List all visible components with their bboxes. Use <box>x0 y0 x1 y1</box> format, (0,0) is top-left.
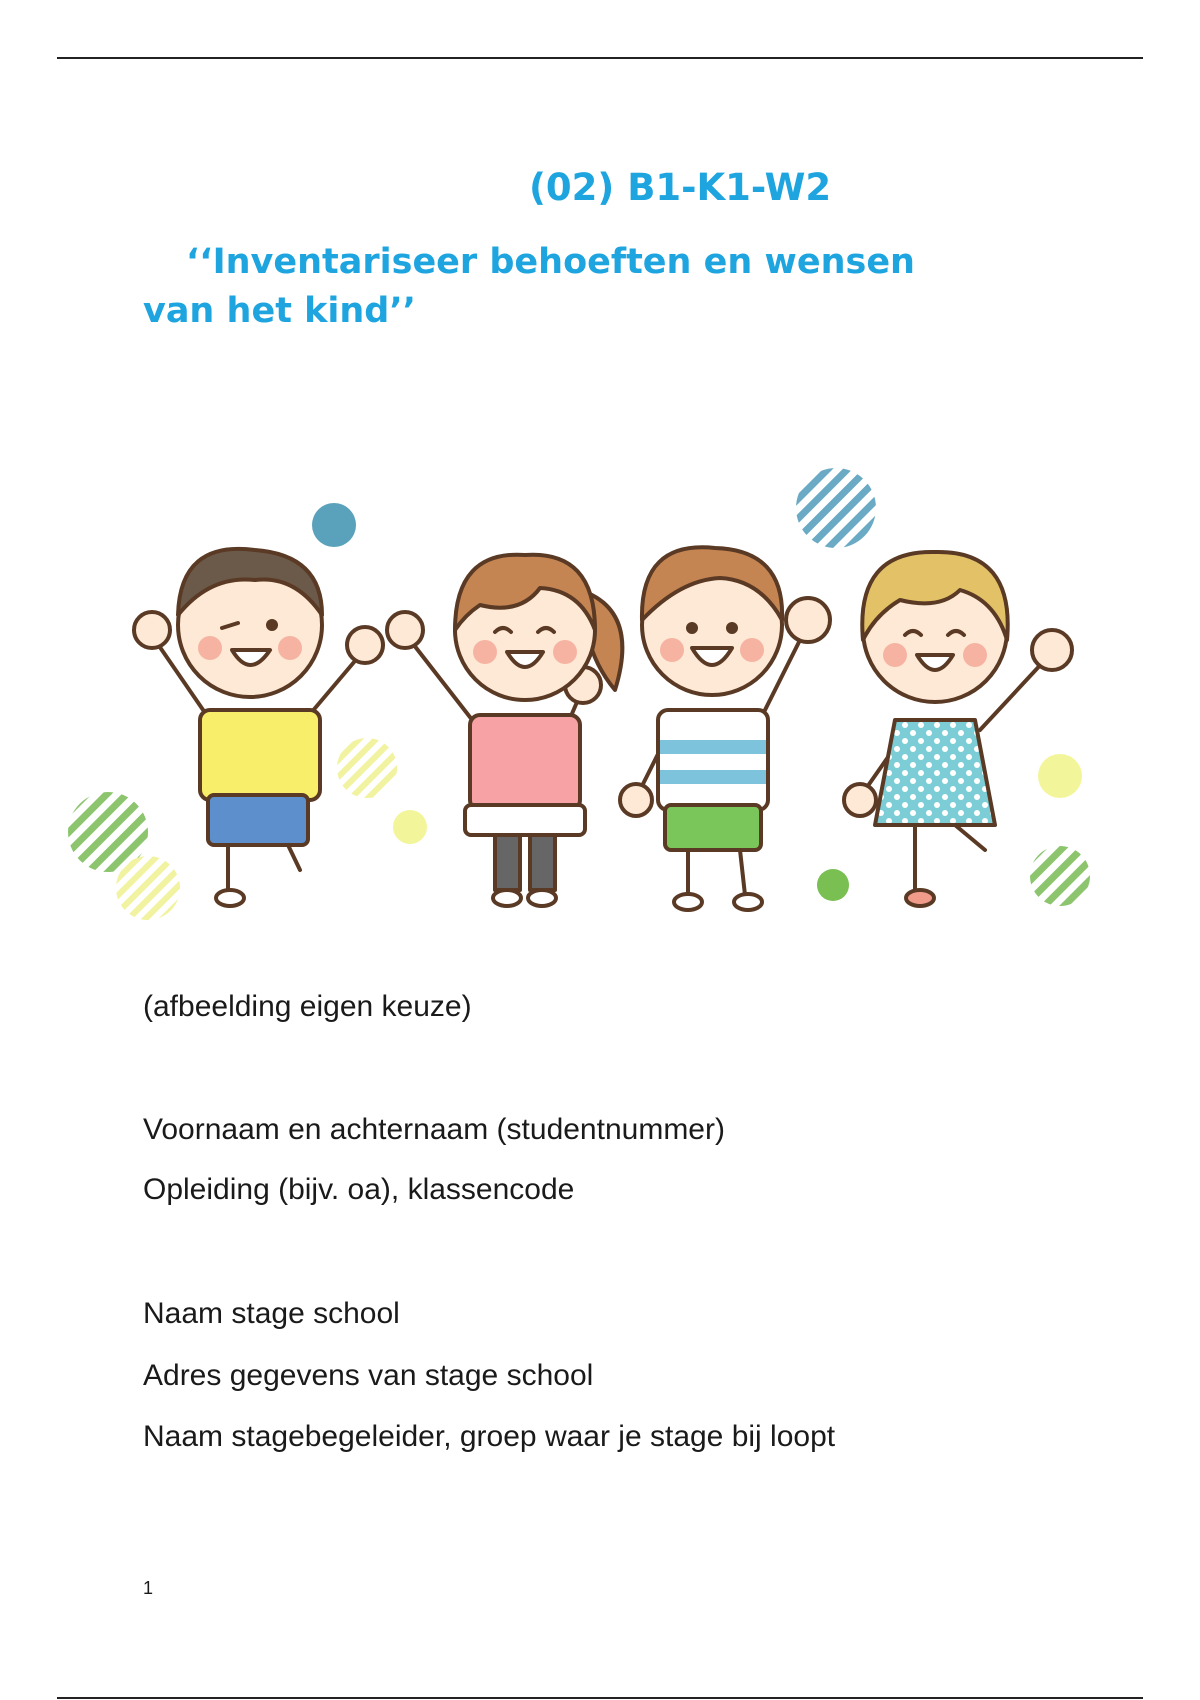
main-title <box>143 238 1043 336</box>
top-rule <box>57 57 1143 59</box>
image-caption: (afbeelding eigen keuze) <box>143 990 472 1023</box>
four-happy-children-icon <box>60 440 1140 940</box>
education-class: Opleiding (bijv. oa), klassencode <box>143 1173 575 1206</box>
supervisor-group: Naam stagebegeleider, groep waar je stage bij loopt <box>143 1420 836 1453</box>
student-name: Voornaam en achternaam (studentnummer) <box>143 1113 725 1146</box>
main-title-line1: ‘‘Inventariseer behoeften en wensen <box>186 242 915 282</box>
school-name: Naam stage school <box>143 1297 400 1330</box>
main-title-line2: van het kind’’ <box>143 291 416 331</box>
bottom-rule <box>57 1697 1143 1699</box>
code-title: (02) B1-K1-W2 <box>529 166 832 209</box>
school-address: Adres gegevens van stage school <box>143 1359 594 1392</box>
page-number: 1 <box>143 1578 154 1598</box>
